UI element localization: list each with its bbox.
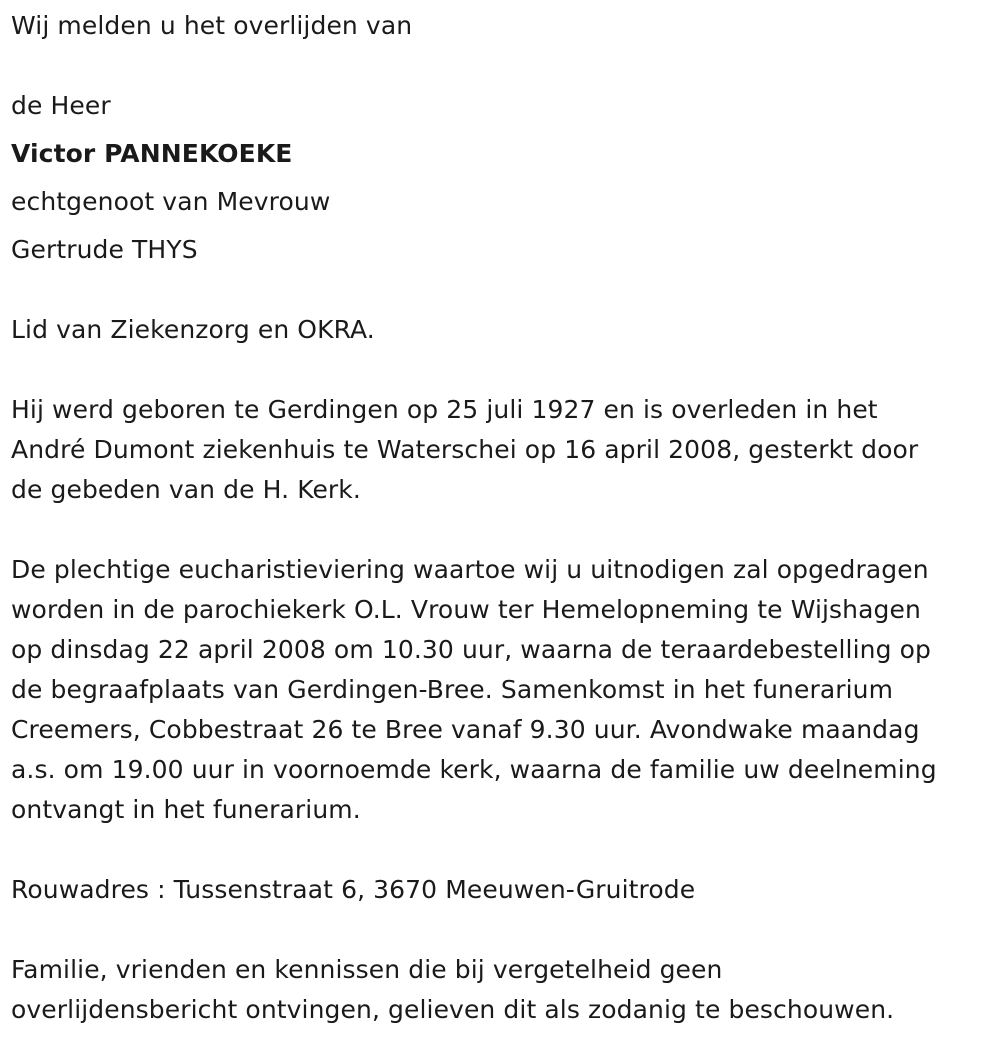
paragraph-line: ontvangt in het funerarium. [11, 795, 361, 824]
salutation: de Heer [11, 91, 111, 120]
paragraph-line: de begraafplaats van Gerdingen-Bree. Samenkomst in het funerarium [11, 675, 894, 704]
mourning-address: Rouwadres : Tussenstraat 6, 3670 Meeuwen-Gruitrode [11, 875, 696, 904]
paragraph-line: worden in de parochiekerk O.L. Vrouw ter Hemelopneming te Wijshagen [11, 595, 921, 624]
paragraph-line: De plechtige eucharistieviering waartoe wij u uitnodigen zal opgedragen [11, 555, 929, 584]
paragraph-line: Hij werd geboren te Gerdingen op 25 juli 1927 en is overleden in het [11, 395, 878, 424]
spouse-label: echtgenoot van Mevrouw [11, 187, 331, 216]
paragraph-line: Familie, vrienden en kennissen die bij vergetelheid geen [11, 955, 723, 984]
ceremony-paragraph [11, 550, 937, 830]
paragraph-line: overlijdensbericht ontvingen, gelieven dit als zodanig te beschouwen. [11, 995, 895, 1024]
paragraph-line: Creemers, Cobbestraat 26 te Bree vanaf 9.30 uur. Avondwake maandag [11, 715, 920, 744]
paragraph-line: de gebeden van de H. Kerk. [11, 475, 361, 504]
birth-death-paragraph [11, 390, 918, 510]
paragraph-line: op dinsdag 22 april 2008 om 10.30 uur, waarna de teraardebestelling op [11, 635, 931, 664]
intro-text: Wij melden u het overlijden van [11, 11, 413, 40]
paragraph-line: André Dumont ziekenhuis te Waterschei op 16 april 2008, gesterkt door [11, 435, 919, 464]
paragraph-line: a.s. om 19.00 uur in voornoemde kerk, waarna de familie uw deelneming [11, 755, 937, 784]
deceased-name: Victor PANNEKOEKE [11, 139, 293, 168]
spouse-name: Gertrude THYS [11, 235, 198, 264]
closing-paragraph [11, 950, 894, 1030]
membership-text: Lid van Ziekenzorg en OKRA. [11, 315, 375, 344]
